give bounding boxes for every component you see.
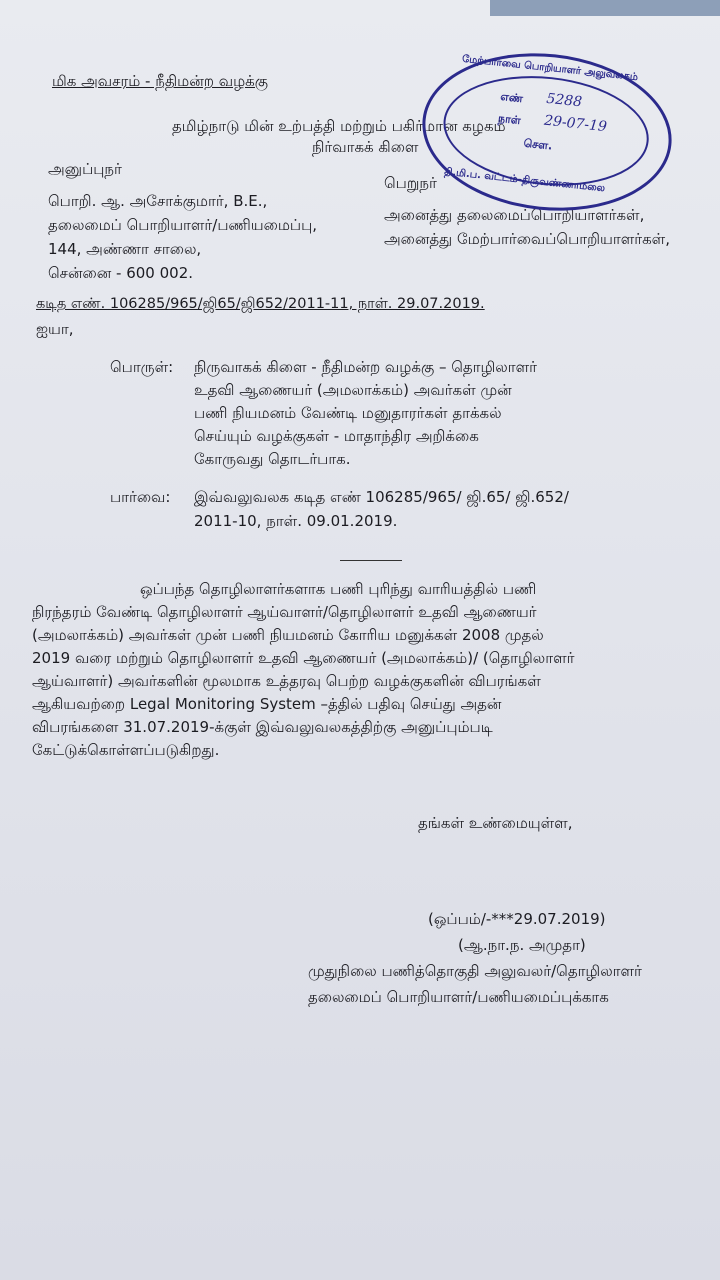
body-line: கேட்டுக்கொள்ளப்படுகிறது.	[32, 741, 220, 759]
sender-address-1: 144, அண்ணா சாலை,	[48, 240, 202, 258]
signature-role-2: தலைமைப் பொறியாளர்/பணியமைப்புக்காக	[308, 988, 609, 1006]
subject-line: கோருவது தொடர்பாக.	[194, 450, 351, 468]
sender-label: அனுப்புநர்	[48, 160, 122, 178]
reference-line: இவ்வலுவலக கடித எண் 106285/965/ ஜி.65/ ஜி.652/	[194, 488, 569, 506]
stamp-number-label: எண்	[499, 89, 524, 106]
urgent-heading: மிக அவசரம் - நீதிமன்ற வழக்கு	[52, 72, 268, 90]
sender-designation: தலைமைப் பொறியாளர்/பணியமைப்பு,	[48, 216, 318, 234]
receiver-line-2: அனைத்து மேற்பார்வைப்பொறியாளர்கள்,	[384, 230, 670, 248]
closing-text: தங்கள் உண்மையுள்ள,	[418, 814, 573, 832]
body-line: ஆகியவற்றை Legal Monitoring System –த்தில் பதிவு செய்து அதன்	[32, 695, 502, 713]
subject-label: பொருள்:	[110, 358, 174, 376]
separator-line	[340, 560, 402, 561]
stamp-top-text: மேற்பார்வை பொறியாளர் அலுவலகம்	[461, 53, 639, 84]
reference-label: பார்வை:	[110, 488, 171, 506]
salutation: ஐயா,	[36, 320, 74, 338]
stamp-bottom-text: தி.மி.ப. வட்டம்-திருவண்ணாமலை	[443, 166, 606, 195]
signature-signed: (ஒப்பம்/-***29.07.2019)	[428, 910, 606, 928]
receiver-line-1: அனைத்து தலைமைப்பொறியாளர்கள்,	[384, 206, 645, 224]
stamp-date-label: நாள்	[497, 111, 522, 128]
signature-name: (ஆ.நா.ந. அமுதா)	[458, 936, 586, 954]
body-line: விபரங்களை 31.07.2019-க்குள் இவ்வலுவலகத்திற்கு அனுப்பும்படி	[32, 718, 493, 736]
org-branch: நிர்வாகக் கிளை	[312, 138, 419, 156]
subject-line: உதவி ஆணையர் (அமலாக்கம்) அவர்கள் முன்	[194, 381, 512, 399]
body-line: ஒப்பந்த தொழிலாளர்களாக பணி புரிந்து வாரியத்தில் பணி	[140, 580, 537, 598]
org-name: தமிழ்நாடு மின் உற்பத்தி மற்றும் பகிர்மான கழகம்	[172, 117, 506, 135]
stamp-date: 29-07-19	[543, 112, 608, 136]
letter-reference-number: கடித எண். 106285/965/ஜி65/ஜி652/2011-11, நாள். 29.07.2019.	[36, 296, 485, 312]
stamp-section: சௌ.	[523, 136, 553, 153]
subject-line: பணி நியமனம் வேண்டி மனுதாரர்கள் தாக்கல்	[194, 404, 502, 422]
sender-name: பொறி. ஆ. அசோக்குமார், B.E.,	[48, 192, 268, 210]
background-corner	[490, 0, 720, 16]
body-line: 2019 வரை மற்றும் தொழிலாளர் உதவி ஆணையர் (அமலாக்கம்)/ (தொழிலாளர்	[32, 649, 575, 667]
stamp-number: 5288	[545, 90, 583, 111]
sender-address-2: சென்னை - 600 002.	[48, 264, 194, 282]
receiver-label: பெறுநர்	[384, 174, 437, 192]
body-line: (அமலாக்கம்) அவர்கள் முன் பணி நியமனம் கோரிய மனுக்கள் 2008 முதல்	[32, 626, 544, 644]
subject-line: செய்யும் வழக்குகள் - மாதாந்திர அறிக்கை	[194, 427, 479, 445]
subject-line: நிருவாகக் கிளை - நீதிமன்ற வழக்கு – தொழிலாளர்	[194, 358, 537, 376]
reference-line: 2011-10, நாள். 09.01.2019.	[194, 512, 398, 530]
signature-role-1: முதுநிலை பணித்தொகுதி அலுவலர்/தொழிலாளர்	[308, 962, 642, 980]
body-line: நிரந்தரம் வேண்டி தொழிலாளர் ஆய்வாளர்/தொழிலாளர் உதவி ஆணையர்	[32, 603, 537, 621]
body-line: ஆய்வாளர்) அவர்களின் மூலமாக உத்தரவு பெற்ற வழக்குகளின் விபரங்கள்	[32, 672, 541, 690]
